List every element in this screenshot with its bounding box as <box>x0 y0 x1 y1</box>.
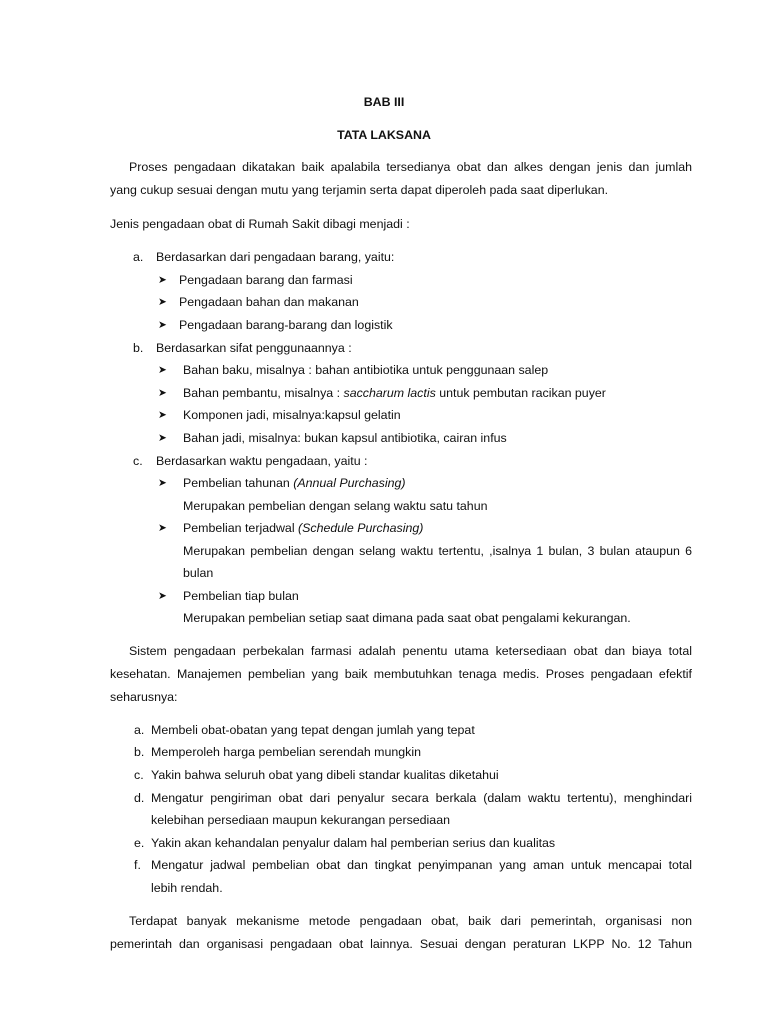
list-item: Pembelian tiap bulan <box>183 589 299 603</box>
sistem-line-2: kesehatan. Manajemen pembelian yang baik membutuhkan tenaga medis. Proses pengadaan efektif <box>110 667 692 681</box>
section-a-marker: a. <box>133 250 144 264</box>
section-a-title: Berdasarkan dari pengadaan barang, yaitu: <box>156 250 395 264</box>
list-item <box>183 520 423 536</box>
efektif-item-cont: lebih rendah. <box>151 881 223 895</box>
list-item <box>183 385 606 401</box>
efektif-item: Membeli obat-obatan yang tepat dengan jumlah yang tepat <box>151 723 475 737</box>
section-c-marker: c. <box>133 454 143 468</box>
efektif-marker: b. <box>134 745 145 759</box>
efektif-item: Memperoleh harga pembelian serendah mungkin <box>151 745 422 759</box>
section-b-marker: b. <box>133 341 144 355</box>
list-item: Komponen jadi, misalnya:kapsul gelatin <box>183 408 401 422</box>
efektif-item: Yakin bahwa seluruh obat yang dibeli standar kualitas diketahui <box>151 768 499 782</box>
section-b-title: Berdasarkan sifat penggunaannya : <box>156 341 352 355</box>
arrow-bullet-icon: ➤ <box>158 409 167 421</box>
item-italic-text: saccharum lactis <box>343 386 436 400</box>
arrow-bullet-icon: ➤ <box>158 387 167 399</box>
list-item: Pengadaan barang-barang dan logistik <box>179 318 393 332</box>
arrow-bullet-icon: ➤ <box>158 477 167 489</box>
chapter-subheading: TATA LAKSANA <box>337 128 431 142</box>
efektif-item: Mengatur pengiriman obat dari penyalur secara berkala (dalam waktu tertentu), menghindari <box>151 791 692 805</box>
jenis-intro: Jenis pengadaan obat di Rumah Sakit dibagi menjadi : <box>110 217 410 231</box>
item-text: untuk pembutan racikan puyer <box>435 386 606 400</box>
efektif-item-cont: kelebihan persediaan maupun kekurangan persediaan <box>151 813 450 827</box>
efektif-marker: c. <box>134 768 144 782</box>
section-c-title: Berdasarkan waktu pengadaan, yaitu : <box>156 454 368 468</box>
arrow-bullet-icon: ➤ <box>158 590 167 602</box>
item-description: Merupakan pembelian setiap saat dimana pada saat obat pengalami kekurangan. <box>183 611 631 625</box>
list-item: Bahan jadi, misalnya: bukan kapsul antibiotika, cairan infus <box>183 431 507 445</box>
closing-line-1: Terdapat banyak mekanisme metode pengadaan obat, baik dari pemerintah, organisasi non <box>129 914 692 928</box>
item-text: Bahan pembantu, misalnya : <box>183 386 344 400</box>
list-item: Pengadaan bahan dan makanan <box>179 295 359 309</box>
item-italic-text: (Annual Purchasing) <box>293 476 406 490</box>
intro-line-2: yang cukup sesuai dengan mutu yang terjamin serta dapat diperoleh pada saat diperlukan. <box>110 183 609 197</box>
arrow-bullet-icon: ➤ <box>158 319 167 331</box>
list-item: Bahan baku, misalnya : bahan antibiotika untuk penggunaan salep <box>183 363 549 377</box>
item-description: Merupakan pembelian dengan selang waktu satu tahun <box>183 499 488 513</box>
closing-line-2: pemerintah dan organisasi pengadaan obat lainnya. Sesuai dengan peraturan LKPP No. 12 Tahun <box>110 937 692 951</box>
efektif-marker: d. <box>134 791 145 805</box>
efektif-item: Yakin akan kehandalan penyalur dalam hal pemberian serius dan kualitas <box>151 836 556 850</box>
sistem-line-1: Sistem pengadaan perbekalan farmasi adalah penentu utama ketersediaan obat dan biaya total <box>129 644 692 658</box>
arrow-bullet-icon: ➤ <box>158 522 167 534</box>
arrow-bullet-icon: ➤ <box>158 364 167 376</box>
list-item: Pengadaan barang dan farmasi <box>179 273 353 287</box>
efektif-item: Mengatur jadwal pembelian obat dan tingkat penyimpanan yang aman untuk mencapai total <box>151 858 692 872</box>
efektif-marker: e. <box>134 836 145 850</box>
item-description: Merupakan pembelian dengan selang waktu tertentu, ,isalnya 1 bulan, 3 bulan ataupun 6 <box>183 544 692 558</box>
chapter-heading: BAB III <box>363 95 405 109</box>
efektif-marker: a. <box>134 723 145 737</box>
efektif-marker: f. <box>134 858 141 872</box>
arrow-bullet-icon: ➤ <box>158 274 167 286</box>
item-text: Pembelian tahunan <box>183 476 294 490</box>
arrow-bullet-icon: ➤ <box>158 296 167 308</box>
item-italic-text: (Schedule Purchasing) <box>298 521 424 535</box>
item-description-cont: bulan <box>183 566 214 580</box>
item-text: Pembelian terjadwal <box>183 521 299 535</box>
sistem-line-3: seharusnya: <box>110 690 178 704</box>
intro-line-1: Proses pengadaan dikatakan baik apalabila tersedianya obat dan alkes dengan jenis dan jumlah <box>129 160 692 174</box>
arrow-bullet-icon: ➤ <box>158 432 167 444</box>
list-item <box>183 475 406 491</box>
